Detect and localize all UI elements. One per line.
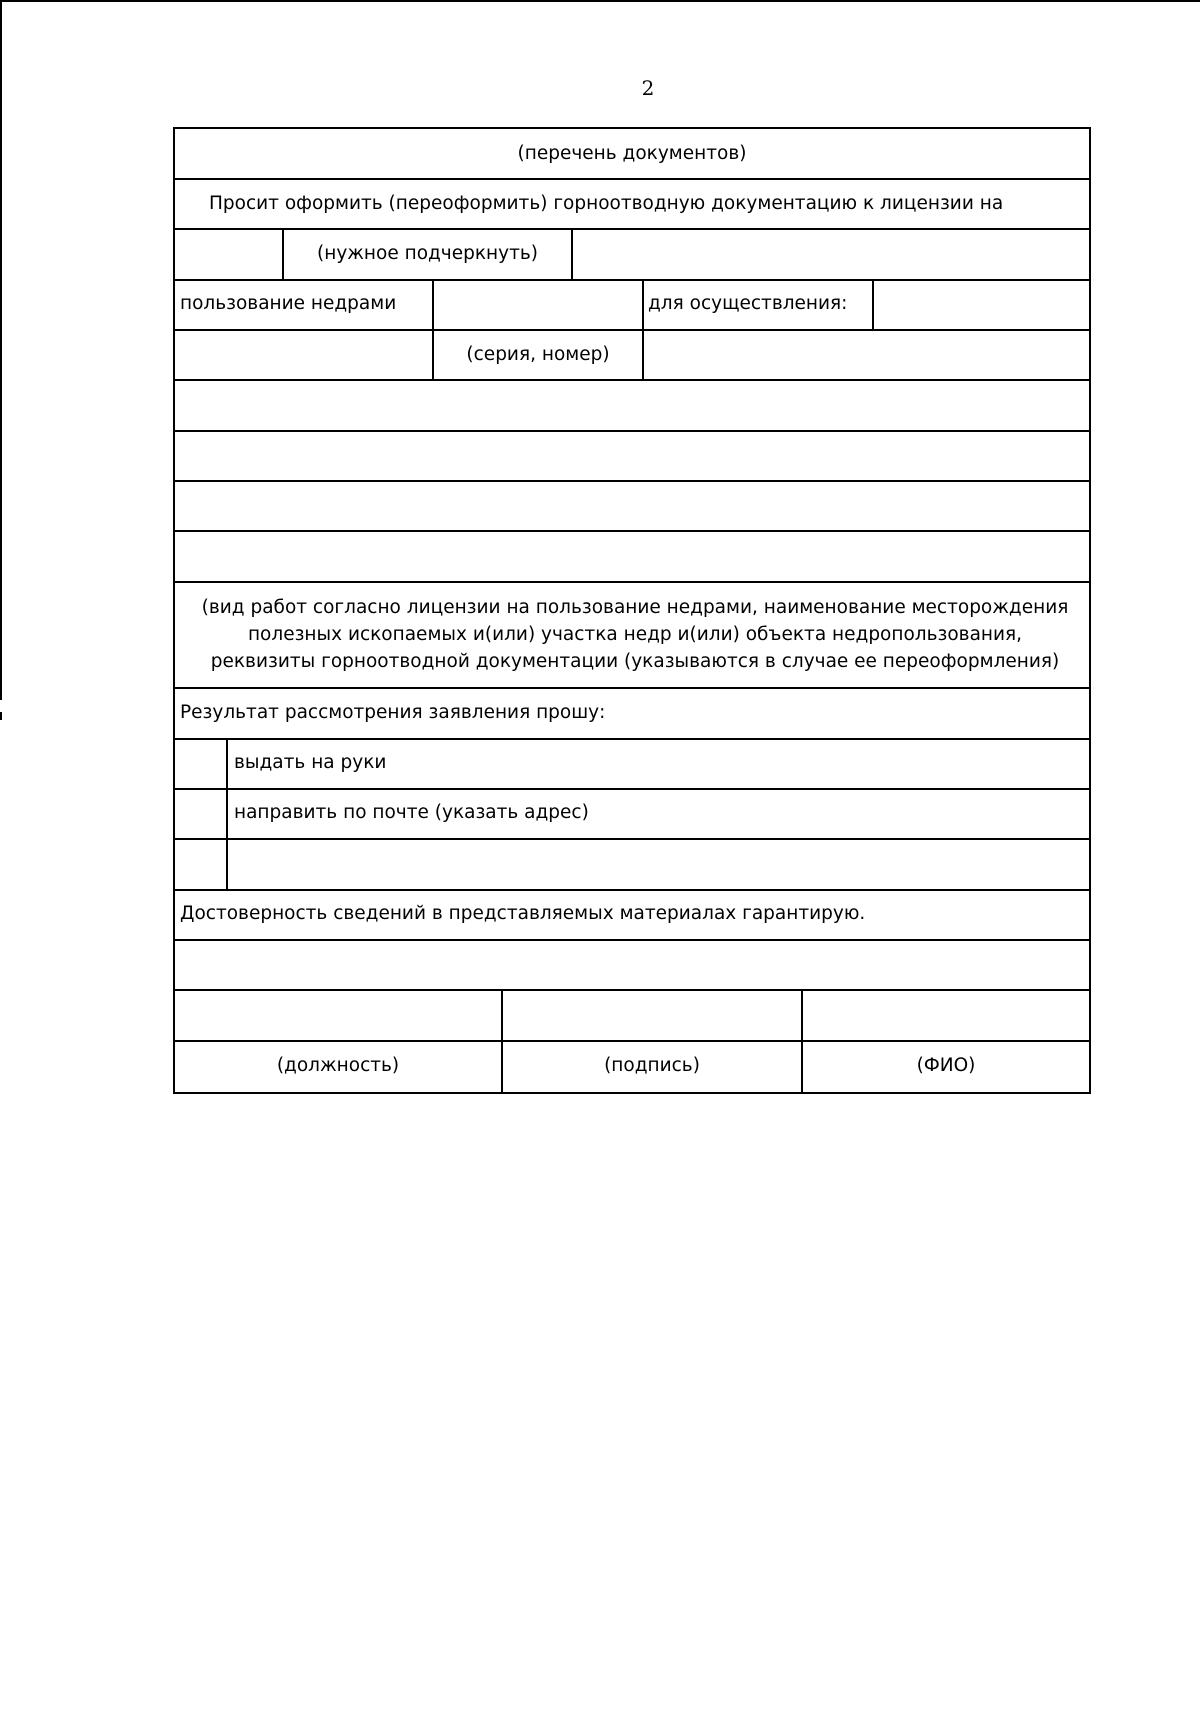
row-divider [175, 738, 1089, 740]
row-divider [175, 178, 1089, 180]
name-caption: (ФИО) [916, 1055, 976, 1076]
row-divider [175, 889, 1089, 891]
license-series-field[interactable] [434, 281, 642, 329]
work-type-caption: (вид работ согласно лицензии на пользование недрами, наименование месторождения полезных ископаемых и(или) участка недр и(или) объекта недропользования, реквизиты горноотводной документации (указываются в случае ее переоформления) [201, 597, 1069, 672]
underline-caption: (нужное подчеркнуть) [317, 243, 538, 264]
documents-caption: (перечень документов) [517, 143, 747, 164]
application-form-table [173, 127, 1091, 1094]
license-type-field[interactable] [573, 230, 1089, 278]
purpose-field[interactable] [874, 281, 1089, 329]
work-description-line-2[interactable] [175, 432, 1089, 480]
purpose-label: для осуществления: [648, 293, 848, 314]
row-divider [175, 788, 1089, 790]
subsoil-use-label: пользование недрами [180, 293, 397, 314]
page-number: 2 [641, 76, 655, 100]
scan-edge-top [0, 0, 1200, 2]
signature-field[interactable] [503, 991, 801, 1039]
row-divider [175, 1040, 1089, 1042]
position-caption: (должность) [276, 1055, 400, 1076]
request-line: Просит оформить (переоформить) горноотводную документацию к лицензии на [209, 193, 1004, 214]
checkbox-hand-delivery[interactable] [175, 740, 226, 788]
address-field[interactable] [228, 840, 1089, 889]
blank-row [175, 941, 1089, 989]
row-divider [175, 687, 1089, 689]
work-description-line-4[interactable] [175, 532, 1089, 581]
checkbox-mail-delivery[interactable] [175, 790, 226, 838]
name-field[interactable] [803, 991, 1089, 1039]
scan-edge-left [0, 0, 2, 700]
work-description-line-3[interactable] [175, 482, 1089, 530]
option-mail-delivery: направить по почте (указать адрес) [234, 802, 589, 823]
guarantee-line: Достоверность сведений в представляемых материалах гарантирую. [180, 903, 866, 924]
result-label: Результат рассмотрения заявления прошу: [180, 702, 606, 723]
work-description-line-1[interactable] [175, 381, 1089, 430]
option-hand-delivery: выдать на руки [234, 752, 387, 773]
row-divider [175, 581, 1089, 583]
checkbox-other[interactable] [175, 840, 226, 889]
row-divider [175, 329, 1089, 331]
scan-edge-left-mark [0, 712, 2, 720]
series-number-caption: (серия, номер) [466, 344, 610, 365]
signature-caption: (подпись) [604, 1055, 700, 1076]
position-field[interactable] [175, 991, 501, 1039]
col-divider [642, 279, 644, 380]
